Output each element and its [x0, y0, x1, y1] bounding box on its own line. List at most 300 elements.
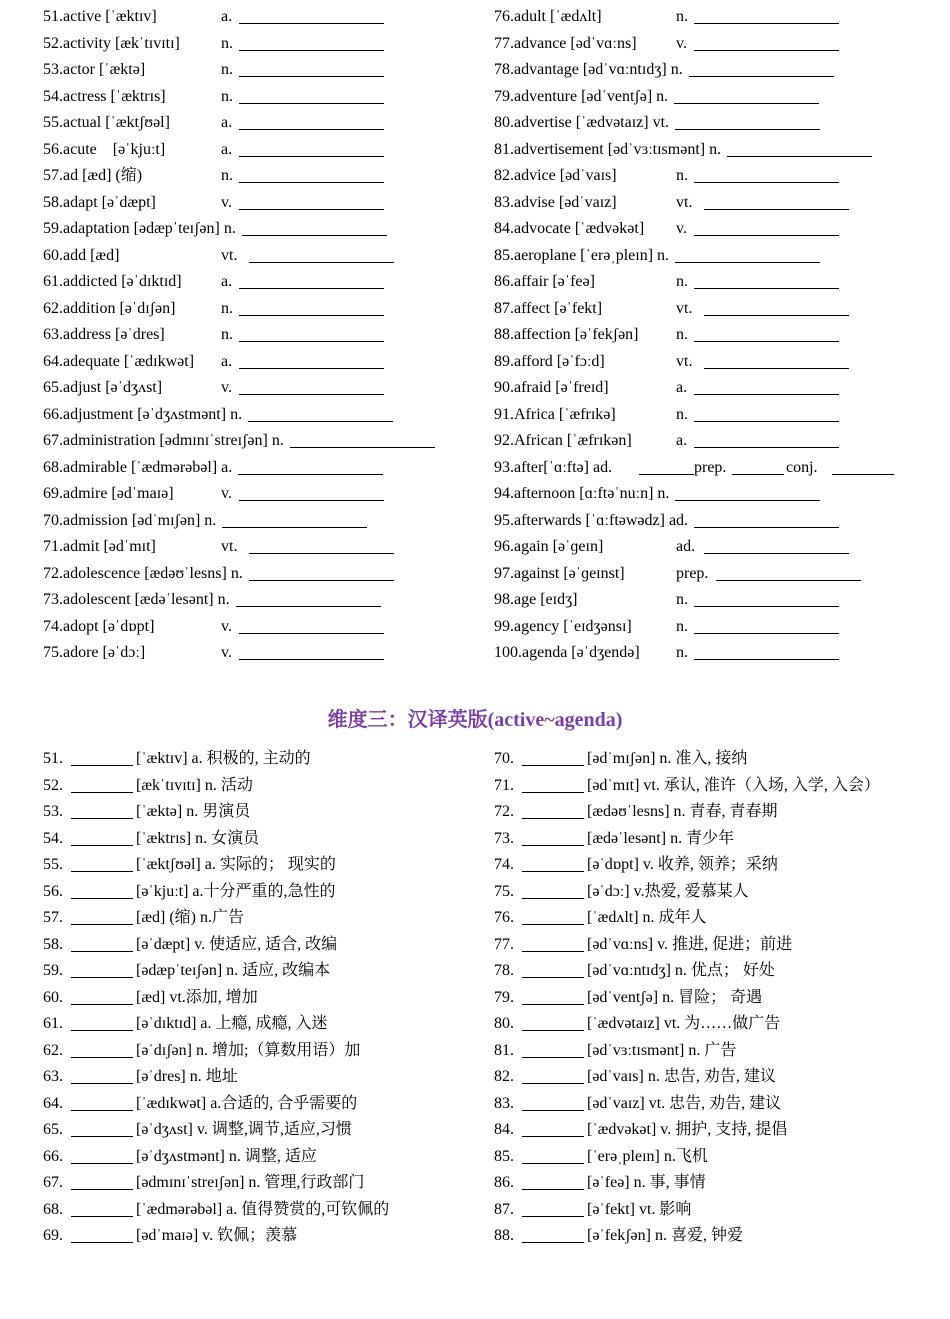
answer-blank[interactable]: [239, 209, 384, 210]
phonetic-definition: [əˈkjuːt] a.十分严重的,急性的: [136, 882, 336, 900]
vocab-word: 62.addition [əˈdɪʃən]: [43, 299, 176, 317]
item-number: 65.: [43, 1121, 63, 1138]
vocab-word: 86.affair [əˈfeə]: [494, 273, 595, 290]
vocab-word: 68.admirable [ˈædmərəbəl] a.: [43, 458, 233, 476]
part-of-speech: n.: [676, 273, 688, 290]
answer-blank[interactable]: [522, 924, 584, 925]
answer-blank[interactable]: [222, 527, 367, 528]
answer-blank[interactable]: [675, 129, 820, 130]
vocab-word: 95.afterwards [ˈɑːftəwədz] ad.: [494, 511, 689, 529]
vocab-row: [494, 190, 924, 216]
answer-blank[interactable]: [522, 1216, 584, 1217]
vocab-word: 71.admit [ədˈmɪt]: [43, 538, 156, 555]
answer-blank[interactable]: [704, 368, 849, 369]
translation-row: [494, 1038, 934, 1064]
answer-blank[interactable]: [249, 262, 394, 263]
vocab-word: 76.adult [ˈædʌlt]: [494, 8, 602, 25]
translation-row: [494, 826, 934, 852]
answer-blank[interactable]: [716, 580, 861, 581]
item-number: 77.: [494, 935, 514, 953]
part-of-speech: n.: [221, 326, 233, 343]
phonetic-definition: [əˈdʒʌstmənt] n. 调整, 适应: [136, 1147, 317, 1165]
answer-blank[interactable]: [674, 103, 819, 104]
part-of-speech: a.: [676, 379, 688, 396]
phonetic-definition: [ədˈvɑːntɪdʒ] n. 优点； 好处: [587, 962, 775, 979]
vocab-word: 63.address [əˈdres]: [43, 326, 165, 343]
vocab-word: 55.actual [ˈæktʃʊəl]: [43, 114, 170, 131]
answer-blank[interactable]: [71, 1004, 133, 1005]
answer-blank[interactable]: [239, 659, 384, 660]
vocab-row: [494, 455, 924, 481]
vocab-word: 100.agenda [əˈdʒendə]: [494, 644, 640, 661]
part-of-speech: n.: [676, 644, 688, 661]
translation-row: [494, 1144, 934, 1170]
answer-blank[interactable]: [639, 474, 694, 475]
vocab-word: 77.advance [ədˈvɑːns]: [494, 34, 637, 52]
answer-blank[interactable]: [71, 1216, 133, 1217]
item-number: 67.: [43, 1174, 63, 1191]
part-of-speech: a.: [676, 432, 688, 449]
vocab-row: [43, 57, 473, 83]
vocab-row: [43, 375, 473, 401]
answer-blank[interactable]: [694, 235, 839, 236]
vocab-row: [494, 402, 924, 428]
translation-row: [43, 1197, 483, 1223]
vocab-word: 67.administration [ədmɪnɪˈstreɪʃən] n.: [43, 432, 284, 449]
phonetic-definition: [əˈfeə] n. 事, 事情: [587, 1174, 706, 1191]
item-number: 75.: [494, 882, 514, 900]
answer-blank[interactable]: [249, 580, 394, 581]
vocab-word: 70.admission [ədˈmɪʃən] n.: [43, 511, 217, 529]
vocab-row: [494, 163, 924, 189]
translation-row: [494, 985, 934, 1011]
answer-blank[interactable]: [694, 633, 839, 634]
vocab-word: 53.actor [ˈæktə]: [43, 61, 146, 78]
vocab-word: 57.ad [æd] (缩): [43, 167, 143, 184]
phonetic-definition: [ˈædvətaɪz] vt. 为……做广告: [587, 1015, 781, 1032]
answer-blank[interactable]: [239, 315, 384, 316]
answer-blank[interactable]: [727, 156, 872, 157]
answer-blank[interactable]: [522, 765, 584, 766]
part-of-speech: vt.: [221, 246, 238, 264]
answer-blank[interactable]: [694, 182, 839, 183]
answer-blank[interactable]: [71, 1163, 133, 1164]
phonetic-definition: [ˈerəˌpleɪn] n.飞机: [587, 1147, 708, 1165]
translation-row: [43, 773, 483, 799]
answer-blank[interactable]: [694, 447, 839, 448]
part-of-speech: n.: [221, 34, 233, 52]
item-number: 72.: [494, 803, 514, 820]
answer-blank[interactable]: [71, 1189, 133, 1190]
answer-blank[interactable]: [522, 951, 584, 952]
vocab-row: [494, 110, 924, 136]
translation-row: [43, 746, 483, 772]
vocab-row: [494, 349, 924, 375]
answer-blank[interactable]: [689, 76, 834, 77]
answer-blank[interactable]: [239, 368, 384, 369]
answer-blank[interactable]: [694, 341, 839, 342]
vocab-word: 89.afford [əˈfɔːd]: [494, 352, 605, 370]
phonetic-definition: [əˈdæpt] v. 使适应, 适合, 改编: [136, 935, 338, 953]
vocab-word: 58.adapt [əˈdæpt]: [43, 193, 156, 211]
part-of-speech: a.: [221, 352, 233, 370]
part-of-speech: n.: [676, 405, 688, 423]
translation-row: [43, 1038, 483, 1064]
translation-row: [494, 773, 934, 799]
phonetic-definition: [əˈdɪktɪd] a. 上瘾, 成瘾, 入迷: [136, 1015, 328, 1032]
phonetic-definition: [ˈædʌlt] n. 成年人: [587, 909, 707, 926]
answer-blank[interactable]: [522, 1110, 584, 1111]
answer-blank[interactable]: [522, 871, 584, 872]
answer-blank[interactable]: [238, 474, 383, 475]
answer-blank[interactable]: [71, 845, 133, 846]
translation-row: [43, 932, 483, 958]
answer-blank[interactable]: [71, 871, 133, 872]
item-number: 82.: [494, 1068, 514, 1085]
item-number: 80.: [494, 1015, 514, 1032]
vocab-word: 51.active [ˈæktɪv]: [43, 8, 157, 25]
translation-row: [494, 1117, 934, 1143]
vocab-row: [43, 349, 473, 375]
item-number: 54.: [43, 829, 63, 847]
vocab-row: [494, 4, 924, 30]
part-of-speech: ad.: [676, 538, 696, 555]
vocab-row: [43, 163, 473, 189]
answer-blank[interactable]: [675, 262, 820, 263]
vocab-row: [43, 561, 473, 587]
item-number: 52.: [43, 776, 63, 794]
answer-blank[interactable]: [522, 1083, 584, 1084]
answer-blank[interactable]: [522, 898, 584, 899]
phonetic-definition: [æd] vt.添加, 增加: [136, 988, 258, 1006]
vocab-word: 54.actress [ˈæktrɪs]: [43, 87, 166, 105]
item-number: 61.: [43, 1015, 63, 1032]
answer-blank[interactable]: [71, 1057, 133, 1058]
part-of-speech: vt.: [221, 538, 238, 555]
answer-blank[interactable]: [694, 527, 839, 528]
vocab-row: [494, 296, 924, 322]
vocab-row: [43, 587, 473, 613]
answer-blank[interactable]: [704, 209, 849, 210]
part-of-speech: v.: [221, 379, 232, 396]
part-of-speech: conj.: [786, 458, 818, 476]
phonetic-definition: [ədˈvaɪs] n. 忠告, 劝告, 建议: [587, 1068, 776, 1085]
vocab-word: 56.acute [əˈkjuːt]: [43, 140, 166, 158]
vocab-row: [43, 322, 473, 348]
answer-blank[interactable]: [71, 1242, 133, 1243]
vocab-word: 91.Africa [ˈæfrɪkə]: [494, 405, 616, 423]
vocab-word: 92.African [ˈæfrɪkən]: [494, 432, 632, 449]
item-number: 87.: [494, 1200, 514, 1218]
part-of-speech: v.: [221, 193, 232, 211]
answer-blank[interactable]: [694, 606, 839, 607]
translation-row: [43, 958, 483, 984]
vocab-row: [43, 296, 473, 322]
answer-blank[interactable]: [239, 50, 384, 51]
vocab-word: 98.age [eɪdʒ]: [494, 591, 578, 608]
vocab-row: [494, 322, 924, 348]
answer-blank[interactable]: [71, 1136, 133, 1137]
item-number: 88.: [494, 1227, 514, 1244]
item-number: 86.: [494, 1174, 514, 1191]
vocab-row: [494, 31, 924, 57]
vocab-row: [43, 402, 473, 428]
part-of-speech: v.: [221, 485, 232, 502]
part-of-speech: prep.: [694, 458, 727, 476]
phonetic-definition: [əˈdɪʃən] n. 增加;（算数用语）加: [136, 1041, 361, 1059]
answer-blank[interactable]: [694, 50, 839, 51]
answer-blank[interactable]: [239, 76, 384, 77]
item-number: 60.: [43, 988, 63, 1006]
phonetic-definition: [əˈdʒʌst] v. 调整,调节,适应,习惯: [136, 1121, 352, 1138]
translation-row: [494, 746, 934, 772]
translation-row: [43, 1091, 483, 1117]
answer-blank[interactable]: [71, 924, 133, 925]
vocab-row: [494, 481, 924, 507]
translation-row: [43, 1117, 483, 1143]
item-number: 58.: [43, 935, 63, 953]
vocab-row: [494, 561, 924, 587]
vocab-row: [494, 84, 924, 110]
item-number: 69.: [43, 1227, 63, 1244]
phonetic-definition: [ədˈmɪt] vt. 承认, 准许（入场, 入学, 入会）: [587, 776, 880, 794]
answer-blank[interactable]: [522, 977, 584, 978]
answer-blank[interactable]: [239, 156, 384, 157]
vocab-word: 84.advocate [ˈædvəkət]: [494, 220, 645, 237]
answer-blank[interactable]: [522, 1004, 584, 1005]
answer-blank[interactable]: [522, 818, 584, 819]
answer-blank[interactable]: [704, 553, 849, 554]
answer-blank[interactable]: [239, 288, 384, 289]
vocab-word: 90.afraid [əˈfreɪd]: [494, 379, 609, 396]
answer-blank[interactable]: [522, 1163, 584, 1164]
answer-blank[interactable]: [71, 951, 133, 952]
translation-row: [494, 1064, 934, 1090]
vocab-word: 99.agency [ˈeɪdʒənsɪ]: [494, 617, 632, 635]
vocab-word: 78.advantage [ədˈvɑːntɪdʒ] n.: [494, 61, 683, 78]
answer-blank[interactable]: [522, 1189, 584, 1190]
answer-blank[interactable]: [242, 235, 387, 236]
translation-row: [494, 932, 934, 958]
part-of-speech: prep.: [676, 564, 709, 582]
item-number: 78.: [494, 962, 514, 979]
translation-row: [43, 852, 483, 878]
phonetic-definition: [əˈfekt] vt. 影响: [587, 1200, 692, 1218]
item-number: 73.: [494, 829, 514, 847]
part-of-speech: n.: [676, 591, 688, 608]
item-number: 53.: [43, 803, 63, 820]
vocab-row: [494, 216, 924, 242]
answer-blank[interactable]: [71, 765, 133, 766]
answer-blank[interactable]: [694, 659, 839, 660]
part-of-speech: v.: [676, 34, 687, 52]
part-of-speech: n.: [676, 326, 688, 343]
vocab-row: [43, 614, 473, 640]
translation-row: [494, 852, 934, 878]
vocab-word: 75.adore [əˈdɔː]: [43, 644, 146, 661]
vocab-word: 61.addicted [əˈdɪktɪd]: [43, 273, 182, 290]
phonetic-definition: [əˈfekʃən] n. 喜爱, 钟爱: [587, 1227, 743, 1244]
phonetic-definition: [əˈdres] n. 地址: [136, 1068, 238, 1085]
vocab-row: [43, 243, 473, 269]
answer-blank[interactable]: [694, 394, 839, 395]
translation-row: [494, 1197, 934, 1223]
vocab-row: [43, 534, 473, 560]
answer-blank[interactable]: [239, 129, 384, 130]
phonetic-definition: [ədˈmɪʃən] n. 准入, 接纳: [587, 750, 748, 767]
phonetic-definition: [ədˈventʃə] n. 冒险； 奇遇: [587, 988, 763, 1006]
translation-row: [43, 799, 483, 825]
answer-blank[interactable]: [239, 182, 384, 183]
vocab-word: 88.affection [əˈfekʃən]: [494, 326, 639, 343]
answer-blank[interactable]: [290, 447, 435, 448]
vocab-word: 60.add [æd]: [43, 246, 120, 264]
phonetic-definition: [æd] (缩) n.广告: [136, 909, 244, 926]
phonetic-definition: [ədˈvɜːtɪsmənt] n. 广告: [587, 1041, 737, 1059]
phonetic-definition: [ˈæktrɪs] n. 女演员: [136, 829, 260, 847]
part-of-speech: a.: [221, 140, 233, 158]
phonetic-definition: [ˈæktʃʊəl] a. 实际的； 现实的: [136, 856, 336, 873]
part-of-speech: v.: [676, 220, 687, 237]
answer-blank[interactable]: [239, 341, 384, 342]
translation-row: [43, 1223, 483, 1249]
vocab-row: [494, 534, 924, 560]
translation-row: [43, 905, 483, 931]
vocab-row: [43, 428, 473, 454]
part-of-speech: a.: [221, 114, 233, 131]
answer-blank[interactable]: [71, 898, 133, 899]
vocab-row: [43, 4, 473, 30]
phonetic-definition: [ədmɪnɪˈstreɪʃən] n. 管理,行政部门: [136, 1174, 365, 1191]
part-of-speech: a.: [221, 273, 233, 290]
answer-blank[interactable]: [694, 421, 839, 422]
vocab-word: 97.against [əˈɡeɪnst]: [494, 564, 625, 582]
phonetic-definition: [ˈædɪkwət] a.合适的, 合乎需要的: [136, 1094, 358, 1112]
part-of-speech: v.: [221, 617, 232, 635]
answer-blank[interactable]: [522, 792, 584, 793]
vocab-word: 73.adolescent [ædəˈlesənt] n.: [43, 591, 230, 608]
translation-row: [43, 985, 483, 1011]
vocab-word: 69.admire [ədˈmaɪə]: [43, 485, 174, 502]
part-of-speech: a.: [221, 8, 233, 25]
answer-blank[interactable]: [522, 845, 584, 846]
item-number: 70.: [494, 750, 514, 767]
answer-blank[interactable]: [522, 1242, 584, 1243]
vocab-word: 85.aeroplane [ˈerəˌpleɪn] n.: [494, 246, 670, 264]
answer-blank[interactable]: [71, 1083, 133, 1084]
phonetic-definition: [ædəʊˈlesns] n. 青春, 青春期: [587, 803, 778, 820]
vocab-row: [494, 375, 924, 401]
answer-blank[interactable]: [71, 1030, 133, 1031]
vocab-word: 59.adaptation [ədæpˈteɪʃən] n.: [43, 220, 236, 237]
answer-blank[interactable]: [249, 553, 394, 554]
vocab-row: [494, 508, 924, 534]
item-number: 83.: [494, 1094, 514, 1112]
phonetic-definition: [əˈdɒpt] v. 收养, 领养；采纳: [587, 856, 778, 873]
vocab-row: [494, 57, 924, 83]
answer-blank[interactable]: [236, 606, 381, 607]
item-number: 55.: [43, 856, 63, 873]
answer-blank[interactable]: [239, 500, 384, 501]
item-number: 71.: [494, 776, 514, 794]
vocab-word: 72.adolescence [ædəʊˈlesns] n.: [43, 564, 243, 582]
answer-blank[interactable]: [71, 818, 133, 819]
vocab-row: [494, 614, 924, 640]
answer-blank[interactable]: [522, 1136, 584, 1137]
part-of-speech: v.: [221, 644, 232, 661]
answer-blank[interactable]: [71, 977, 133, 978]
answer-blank[interactable]: [239, 633, 384, 634]
translation-row: [494, 958, 934, 984]
item-number: 74.: [494, 856, 514, 873]
vocab-row: [43, 269, 473, 295]
answer-blank[interactable]: [704, 315, 849, 316]
answer-blank[interactable]: [832, 474, 894, 475]
phonetic-definition: [ədˈmaɪə] v. 钦佩；羡慕: [136, 1227, 298, 1244]
answer-blank[interactable]: [732, 474, 784, 475]
answer-blank[interactable]: [248, 421, 393, 422]
section-title: 维度三：汉译英版(active~agenda): [327, 709, 623, 731]
part-of-speech: n.: [221, 87, 233, 105]
item-number: 81.: [494, 1041, 514, 1059]
phonetic-definition: [ˈæktə] n. 男演员: [136, 803, 251, 820]
item-number: 51.: [43, 750, 63, 767]
item-number: 62.: [43, 1041, 63, 1059]
phonetic-definition: [ˈæktɪv] a. 积极的, 主动的: [136, 750, 311, 767]
item-number: 63.: [43, 1068, 63, 1085]
part-of-speech: n.: [676, 617, 688, 635]
vocab-word: 64.adequate [ˈædɪkwət]: [43, 352, 195, 370]
translation-row: [494, 879, 934, 905]
vocab-row: [43, 481, 473, 507]
item-number: 76.: [494, 909, 514, 926]
answer-blank[interactable]: [675, 500, 820, 501]
vocab-row: [43, 640, 473, 666]
item-number: 68.: [43, 1200, 63, 1218]
answer-blank[interactable]: [239, 23, 384, 24]
answer-blank[interactable]: [694, 288, 839, 289]
item-number: 84.: [494, 1121, 514, 1138]
vocab-row: [494, 137, 924, 163]
answer-blank[interactable]: [522, 1057, 584, 1058]
phonetic-definition: [əˈdɔː] v.热爱, 爱慕某人: [587, 882, 749, 900]
translation-row: [494, 799, 934, 825]
vocab-word: 87.affect [əˈfekt]: [494, 299, 603, 317]
item-number: 59.: [43, 962, 63, 979]
answer-blank[interactable]: [71, 1110, 133, 1111]
vocab-row: [43, 31, 473, 57]
vocab-row: [494, 640, 924, 666]
vocab-word: 74.adopt [əˈdɒpt]: [43, 617, 155, 635]
answer-blank[interactable]: [239, 103, 384, 104]
answer-blank[interactable]: [694, 23, 839, 24]
item-number: 57.: [43, 909, 63, 926]
translation-row: [43, 1011, 483, 1037]
part-of-speech: n.: [676, 167, 688, 184]
answer-blank[interactable]: [239, 394, 384, 395]
translation-row: [43, 879, 483, 905]
vocab-row: [43, 84, 473, 110]
part-of-speech: n.: [221, 61, 233, 78]
part-of-speech: n.: [221, 167, 233, 184]
vocab-word: 81.advertisement [ədˈvɜːtɪsmənt] n.: [494, 140, 722, 158]
vocab-word: 80.advertise [ˈædvətaɪz] vt.: [494, 114, 670, 131]
vocab-row: [494, 587, 924, 613]
answer-blank[interactable]: [522, 1030, 584, 1031]
vocab-word: 96.again [əˈɡeɪn]: [494, 538, 604, 555]
answer-blank[interactable]: [71, 792, 133, 793]
item-number: 79.: [494, 988, 514, 1006]
